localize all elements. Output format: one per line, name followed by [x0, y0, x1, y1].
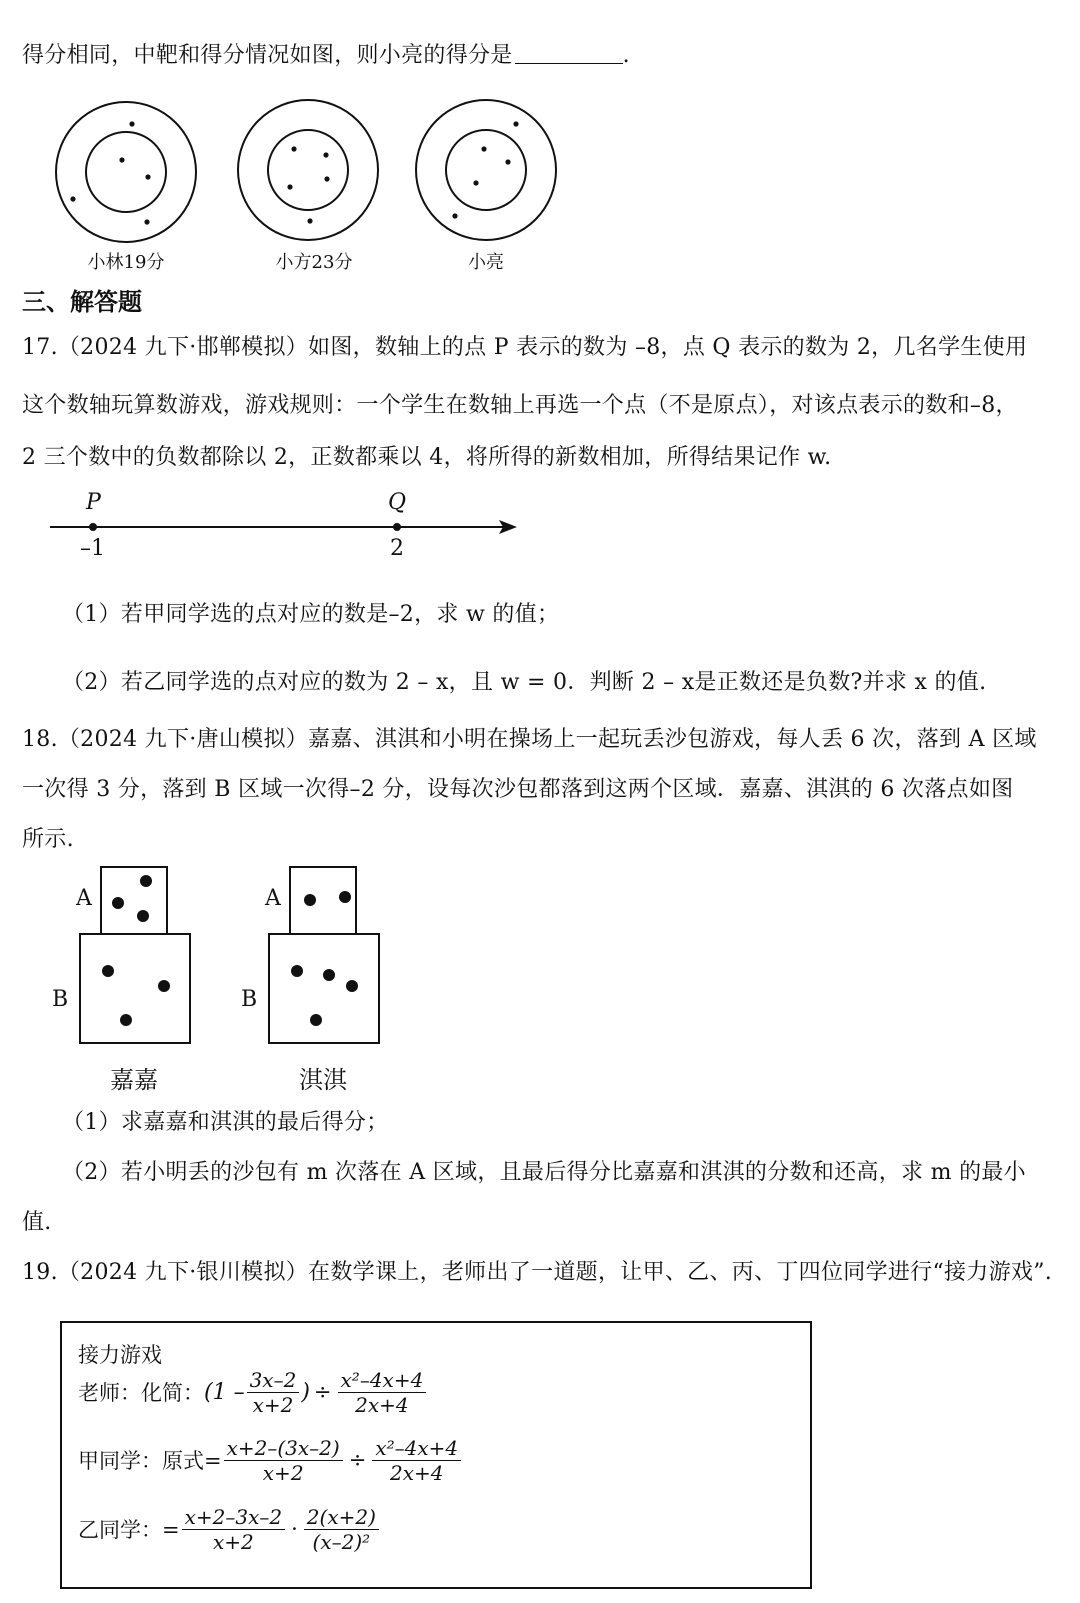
yi-frac1	[182, 1505, 286, 1554]
point-p-label: P	[86, 490, 101, 515]
sandbag-dot	[102, 965, 114, 977]
jiajia-b-label: B	[52, 987, 69, 1012]
point-q-value: 2	[390, 536, 404, 561]
intro-end: .	[622, 43, 630, 68]
teacher-close: )	[301, 1379, 310, 1405]
sandbag-dot	[304, 894, 316, 906]
frac-denominator: 2x+4	[355, 1392, 409, 1417]
sandbag-dot	[140, 875, 152, 887]
jia-frac2	[372, 1436, 461, 1485]
jia-frac1	[224, 1436, 343, 1485]
frac-numerator: x²–4x+4	[372, 1436, 461, 1461]
yi-row	[78, 1499, 381, 1559]
qiqi-b-label: B	[241, 987, 258, 1012]
frac-denominator: x+2	[262, 1460, 304, 1485]
frac-numerator: 2(x+2)	[304, 1505, 379, 1530]
sandbag-dot	[291, 965, 303, 977]
dot-sign: ·	[291, 1517, 298, 1541]
teacher-row	[78, 1365, 428, 1419]
point-q-label: Q	[388, 490, 407, 515]
qiqi-grid	[269, 867, 379, 1043]
target-label: 小林19分	[87, 252, 165, 273]
frac-denominator: 2x+4	[389, 1460, 444, 1485]
q17-line1: 17.（2024 九下·邯郸模拟）如图，数轴上的点 P 表示的数为 –8，点 Q 表示的数为 2，几名学生使用	[22, 335, 1028, 360]
section-title: 三、解答题	[22, 288, 142, 316]
q18-line1: 18.（2024 九下·唐山模拟）嘉嘉、淇淇和小明在操场上一起玩丢沙包游戏，每人丢 6 次，落到 A 区域	[22, 727, 1037, 752]
hit-dot	[144, 219, 149, 224]
hit-dot	[452, 213, 457, 218]
q18-line2: 一次得 3 分，落到 B 区域一次得–2 分，设每次沙包都落到这两个区域．嘉嘉、淇淇的 6 次落点如图	[22, 777, 1014, 802]
sandbag-dot	[158, 980, 170, 992]
hit-dot	[287, 184, 292, 189]
q17-line2: 这个数轴玩算数游戏，游戏规则：一个学生在数轴上再选一个点（不是原点），对该点表示的数和–8，	[22, 393, 1018, 418]
qiqi-a-label: A	[265, 886, 281, 911]
target-label: 小方23分	[275, 252, 353, 273]
jiajia-grid	[80, 867, 190, 1043]
q18-part2a: （2）若小明丢的沙包有 m 次落在 A 区域，且最后得分比嘉嘉和淇淇的分数和还高，求 m 的最小	[62, 1160, 1026, 1185]
frac-denominator: x+2	[252, 1392, 294, 1417]
jia-label: 甲同学：原式=	[78, 1449, 222, 1473]
q18-line3: 所示.	[22, 827, 74, 852]
jiajia-a-label: A	[76, 886, 92, 911]
hit-dot	[119, 157, 124, 162]
point-q	[393, 523, 401, 531]
hit-dot	[70, 196, 75, 201]
target-label: 小亮	[468, 252, 504, 273]
hit-dot	[505, 159, 510, 164]
jiajia-name: 嘉嘉	[110, 1066, 158, 1094]
q17-line3: 2 三个数中的负数都除以 2，正数都乘以 4，将所得的新数相加，所得结果记作 w.	[22, 445, 832, 470]
teacher-frac1	[247, 1368, 300, 1417]
target-xiaolin	[56, 102, 196, 242]
frac-denominator: x+2	[212, 1529, 254, 1554]
frac-denominator: (x–2)²	[312, 1529, 371, 1554]
divide-sign: ÷	[313, 1380, 332, 1404]
frac-numerator: x+2–3x–2	[182, 1505, 286, 1530]
intro-text: 得分相同，中靶和得分情况如图，则小亮的得分是	[22, 43, 513, 68]
hit-dot	[307, 218, 312, 223]
targets-figure	[0, 0, 1080, 280]
q18-part2b: 值.	[22, 1210, 52, 1235]
sandbag-dot	[112, 897, 124, 909]
hit-dot	[323, 152, 328, 157]
hit-dot	[129, 121, 134, 126]
sandbag-dot	[137, 910, 149, 922]
hit-dot	[145, 174, 150, 179]
frac-numerator: 3x–2	[247, 1368, 300, 1393]
sandbag-dot	[310, 1014, 322, 1026]
teacher-label: 老师：化简：	[78, 1381, 204, 1405]
frac-numerator: x²–4x+4	[338, 1368, 427, 1393]
yi-label: 乙同学：=	[78, 1518, 180, 1542]
sandbag-figure	[0, 860, 420, 1060]
q17-part1: （1）若甲同学选的点对应的数是–2，求 w 的值；	[62, 602, 560, 627]
teacher-open: (1 –	[204, 1379, 245, 1405]
divide-sign: ÷	[348, 1448, 367, 1472]
q18-part1: （1）求嘉嘉和淇淇的最后得分；	[62, 1110, 389, 1135]
hit-dot	[291, 146, 296, 151]
sandbag-dot	[323, 969, 335, 981]
hit-dot	[481, 146, 486, 151]
relay-title: 接力游戏	[78, 1343, 162, 1367]
target-xiaoliang	[416, 100, 556, 240]
jia-row	[78, 1433, 463, 1487]
hit-dot	[473, 180, 478, 185]
q19-line1: 19.（2024 九下·银川模拟）在数学课上，老师出了一道题，让甲、乙、丙、丁四位同学进行“接力游戏”.	[22, 1260, 1053, 1285]
sandbag-dot	[346, 980, 358, 992]
target-xiaofang	[238, 100, 378, 240]
point-p	[89, 523, 97, 531]
teacher-frac2	[338, 1368, 427, 1417]
frac-numerator: x+2–(3x–2)	[224, 1436, 343, 1461]
hit-dot	[513, 121, 518, 126]
sandbag-dot	[120, 1014, 132, 1026]
q17-part2: （2）若乙同学选的点对应的数为 2 – x，且 w = 0．判断 2 – x是正数还是负数?并求 x 的值.	[62, 670, 987, 695]
point-p-value: –1	[80, 536, 105, 561]
hit-dot	[324, 176, 329, 181]
qiqi-name: 淇淇	[299, 1066, 347, 1094]
relay-game-box	[60, 1321, 812, 1589]
yi-frac2	[304, 1505, 379, 1554]
sandbag-dot	[339, 891, 351, 903]
